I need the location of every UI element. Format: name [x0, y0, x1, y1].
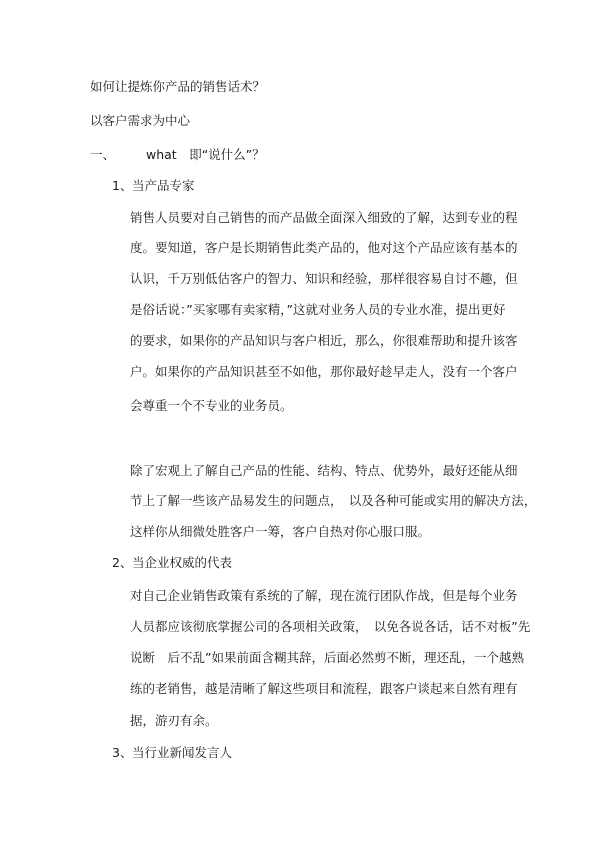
- section-number: 一、: [90, 147, 116, 162]
- section-heading: [90, 147, 265, 163]
- paragraph-line: 户。如果你的产品知识甚至不如他，那你最好趁早走人，没有一个客户: [130, 364, 518, 379]
- section-heading-text: what 即“说什么”？: [146, 147, 265, 162]
- paragraph-line: 节上了解一些该产品易发生的问题点， 以及各种可能或实用的解决方法，: [130, 493, 537, 508]
- item-number: 3、: [112, 745, 133, 760]
- paragraph-line: 认识，千万别低估客户的智力、知识和经验，那样很容易自讨不趣，但: [130, 271, 518, 286]
- item-number: 1、: [112, 178, 133, 193]
- paragraph-line: 对自己企业销售政策有系统的了解，现在流行团队作战，但是每个业务: [130, 588, 518, 603]
- document-subtitle: 以客户需求为中心: [90, 113, 191, 128]
- item-heading-text: 当行业新闻发言人: [132, 745, 233, 760]
- item-number: 2、: [112, 555, 133, 570]
- paragraph-line: 度。要知道，客户是长期销售此类产品的，他对这个产品应该有基本的: [130, 240, 518, 255]
- paragraph-line: 据，游刃有余。: [130, 713, 218, 728]
- item-heading-text: 当企业权威的代表: [132, 555, 233, 570]
- paragraph-line: 说断 后不乱”如果前面含糊其辞，后面必然剪不断，理还乱，一个越熟: [130, 650, 524, 665]
- paragraph-line: 会尊重一个不专业的业务员。: [130, 398, 293, 413]
- item-heading-text: 当产品专家: [132, 178, 195, 193]
- item-heading: [112, 178, 195, 194]
- paragraph-line: 练的老销售，越是清晰了解这些项目和流程，跟客户谈起来自然有理有: [130, 681, 518, 696]
- document-title: 如何让提炼你产品的销售话术？: [90, 79, 266, 94]
- paragraph-line: 是俗话说：”买家哪有卖家精，”这就对业务人员的专业水准，提出更好: [130, 302, 506, 317]
- item-heading: [112, 555, 232, 571]
- paragraph-line: 的要求，如果你的产品知识与客户相近，那么，你很难帮助和提升该客: [130, 333, 518, 348]
- paragraph-line: 人员都应该彻底掌握公司的各项相关政策， 以免各说各话，话不对板”先: [130, 619, 531, 634]
- item-heading: [112, 745, 232, 761]
- paragraph-line: 销售人员要对自己销售的而产品做全面深入细致的了解，达到专业的程: [130, 210, 518, 225]
- paragraph-line: 这样你从细微处胜客户一筹，客户自热对你心服口服。: [130, 524, 431, 539]
- paragraph-line: 除了宏观上了解自己产品的性能、结构、特点、优势外，最好还能从细: [130, 463, 518, 478]
